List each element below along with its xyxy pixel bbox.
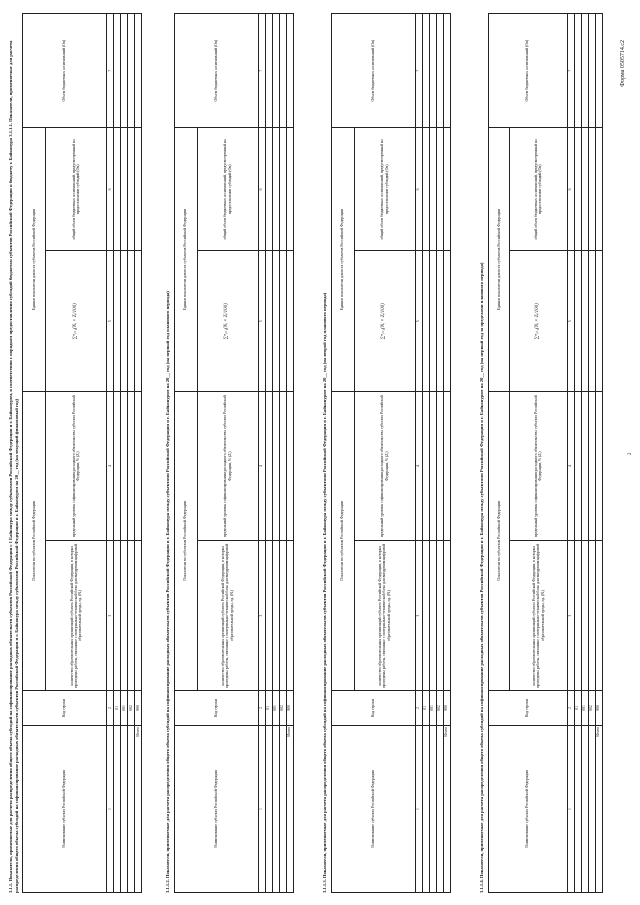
table-cell [581,726,588,893]
table-cell [422,251,429,392]
column-number: 3 [258,541,265,690]
section-heading: 3.1.1.3. Показатели, применяемые для расчета распределения общего объема субсидий на софинансирование расходных обязательств субъектов Российской Федерации и г. Байконура между субъектами Российской Федерации и г. Байконуром на 20__ год (на второй год планового периода) [322,292,327,893]
column-number: 3 [567,541,574,690]
table-cell [436,726,443,893]
allocation-table [22,13,142,893]
header-unit: Единые показатели для всех субъектов Российской Федерации [174,128,197,392]
row-code: 900 [595,690,602,725]
table-cell [121,541,128,690]
table-cell [265,251,272,392]
column-number: 6 [415,128,422,251]
section-heading: 3.1.1. Показатели, применяемые для расчета распределения общего объема субсидий на софинансирование расходных обязательств субъектов Российской Федерации с 1 Байконура между субъектами Российской Федерации и г. Байконуром, в соответствии с порядком предоставления субсидий бюджетам субъектов Российской Федерации и бюджету г. Байконура 3.1.1.1. Показатели, применяемые для расчета распределения общего объема субсидий на софинансирование расходных обязательств субъектов Российской Федерации и г. Байконура между субъектами Российской Федерации и г. Байконуром на 20__ год (на текущий финансовый год) [8,40,19,893]
row-code: 001 [272,690,279,725]
table-cell [121,14,128,128]
row-code: 01 [265,690,272,725]
table-cell [574,392,581,541]
allocation-table [488,13,603,893]
column-number: 4 [107,392,114,541]
column-number: 7 [107,14,114,128]
row-code: 900 [443,690,450,725]
column-number: 5 [107,251,114,392]
table-cell [588,541,595,690]
table-cell [581,14,588,128]
table-cell [422,541,429,690]
column-number: 7 [258,14,265,128]
row-code: 900 [286,690,293,725]
table-cell [128,392,135,541]
column-number: 2 [107,690,114,725]
table-cell [436,128,443,251]
row-code: 001 [429,690,436,725]
header-formula: ∑ⁿᵢ₌₁(Nᵢ × Zᵢ/100) [197,251,258,392]
header-col-c: общий объем бюджетных ассигнований, предусмотренный на предоставление субсидий (Ou) [354,128,415,251]
table-cell [114,541,121,690]
table-cell [429,251,436,392]
row-code: 001 [121,690,128,725]
table-cell [114,14,121,128]
page-number: 2 [628,452,633,455]
table-cell [588,726,595,893]
table-cell [286,14,293,128]
table-cell [595,128,602,251]
row-code: 01 [574,690,581,725]
header-indicators: Показатели по субъектам Российской Федерации [488,392,510,691]
table-cell [581,128,588,251]
table-cell [595,251,602,392]
allocation-table [331,13,451,893]
table-cell [588,14,595,128]
table-cell [286,128,293,251]
table-cell [121,726,128,893]
header-unit: Единые показатели для всех субъектов Российской Федерации [23,128,46,392]
table-cell [121,128,128,251]
column-number: 5 [415,251,422,392]
table-cell [581,392,588,541]
header-col-a: количество образовательных организаций субъекта Российской Федерации, в которых проведены работы, связанные с материально-технической базы для внедрения цифровой образовательной среды, ед. (Nᵢ) [46,541,107,690]
header-name: Наименование субъекта Российской Федерации [23,726,107,893]
row-code: 002 [279,690,286,725]
header-name: Наименование субъекта Российской Федерации [174,726,258,893]
table-cell [272,392,279,541]
allocation-table [174,13,294,893]
table-cell [135,541,142,690]
table-cell [128,541,135,690]
table-cell [128,14,135,128]
table-cell [272,726,279,893]
column-number: 1 [107,726,114,893]
table-cell [595,541,602,690]
table-cell [114,251,121,392]
column-number: 1 [258,726,265,893]
table-cell [279,726,286,893]
header-col-c: общий объем бюджетных ассигнований, предусмотренный на предоставление субсидий (Ou) [197,128,258,251]
header-col-c: общий объем бюджетных ассигнований, предусмотренный на предоставление субсидий (Ou) [46,128,107,251]
table-cell [429,541,436,690]
header-col-b: предельный уровень софинансирования расходного обязательства субъекта Российской Федерации, % (Zᵢ) [354,392,415,541]
header-code: Код строки [331,690,415,725]
table-cell [114,726,121,893]
table-cell [595,14,602,128]
header-col-c: общий объем бюджетных ассигнований, предусмотренный на предоставление субсидий (Ou) [510,128,567,251]
header-code: Код строки [488,690,567,725]
table-cell [429,392,436,541]
table-cell [574,251,581,392]
header-name: Наименование субъекта Российской Федерации [488,726,567,893]
column-number: 2 [567,690,574,725]
column-number: 3 [107,541,114,690]
section-heading: 3.1.1.4. Показатели, применяемые для расчета распределения общего объема субсидий на софинансирование расходных обязательств субъектов Российской Федерации и г. Байконура между субъектами Российской Федерации и г. Байконуром на 20__ год (на первый год за пределами планового периода) [479,262,484,893]
table-cell [422,14,429,128]
row-code: 900 [135,690,142,725]
header-result: Объем бюджетных ассигнований (Ou) [488,14,567,128]
header-col-b: предельный уровень софинансирования расходного обязательства субъекта Российской Федерации, % (Zᵢ) [46,392,107,541]
column-number: 7 [567,14,574,128]
table-cell [265,726,272,893]
table-cell [443,128,450,251]
table-cell [436,541,443,690]
row-code: 002 [588,690,595,725]
header-col-b: предельный уровень софинансирования расходного обязательства субъекта Российской Федерации, % (Zᵢ) [197,392,258,541]
table-cell [286,251,293,392]
table-cell [581,251,588,392]
table-cell [581,541,588,690]
table-cell [279,128,286,251]
header-result: Объем бюджетных ассигнований (Ou) [331,14,415,128]
table-cell [286,541,293,690]
table-cell [574,14,581,128]
table-cell [135,128,142,251]
header-unit: Единые показатели для всех субъектов Российской Федерации [331,128,354,392]
table-cell [135,392,142,541]
table-cell [422,726,429,893]
table-cell [135,14,142,128]
header-col-a: количество образовательных организаций субъекта Российской Федерации, в которых проведены работы, связанные с материально-технической базы для внедрения цифровой образовательной среды, ед. (Nᵢ) [197,541,258,690]
table-cell [272,128,279,251]
total-label: Итого [135,726,142,893]
table-cell [422,128,429,251]
header-formula: ∑ⁿᵢ₌₁(Nᵢ × Zᵢ/100) [510,251,567,392]
table-cell [279,14,286,128]
table-cell [279,251,286,392]
column-number: 5 [567,251,574,392]
total-label: Итого [286,726,293,893]
total-label: Итого [443,726,450,893]
table-cell [443,14,450,128]
column-number: 1 [567,726,574,893]
table-section [165,13,294,893]
table-cell [265,14,272,128]
column-number: 1 [415,726,422,893]
table-cell [279,392,286,541]
table-cell [272,14,279,128]
table-cell [443,251,450,392]
table-cell [436,251,443,392]
table-cell [114,128,121,251]
table-cell [429,726,436,893]
table-cell [574,726,581,893]
header-formula: ∑ⁿᵢ₌₁(Nᵢ × Zᵢ/100) [354,251,415,392]
table-cell [286,392,293,541]
header-indicators: Показатели по субъектам Российской Федерации [174,392,197,691]
table-cell [443,541,450,690]
row-code: 01 [114,690,121,725]
table-cell [429,14,436,128]
table-cell [588,251,595,392]
column-number: 2 [258,690,265,725]
table-cell [429,128,436,251]
table-cell [588,392,595,541]
header-formula: ∑ⁿᵢ₌₁(Nᵢ × Zᵢ/100) [46,251,107,392]
table-cell [121,251,128,392]
table-cell [574,128,581,251]
total-label: Итого [595,726,602,893]
table-cell [265,392,272,541]
column-number: 4 [567,392,574,541]
header-name: Наименование субъекта Российской Федерации [331,726,415,893]
table-cell [272,251,279,392]
section-heading: 3.1.1.2. Показатели, применяемые для расчета распределения общего объема субсидий на софинансирование расходных обязательств субъектов Российской Федерации и г. Байконура между субъектами Российской Федерации и г. Байконуром на 20__ год (на первый год планового периода) [165,291,170,893]
row-code: 01 [422,690,429,725]
table-cell [279,541,286,690]
row-code: 001 [581,690,588,725]
table-cell [272,541,279,690]
table-cell [422,392,429,541]
table-cell [436,14,443,128]
column-number: 6 [258,128,265,251]
column-number: 2 [415,690,422,725]
form-label: Форма 0505714.с2 [620,40,626,87]
header-result: Объем бюджетных ассигнований (Ou) [23,14,107,128]
column-number: 3 [415,541,422,690]
table-cell [121,392,128,541]
column-number: 4 [415,392,422,541]
column-number: 6 [567,128,574,251]
header-indicators: Показатели по субъектам Российской Федерации [331,392,354,691]
table-cell [574,541,581,690]
table-cell [114,392,121,541]
header-col-a: количество образовательных организаций субъекта Российской Федерации, в которых проведены работы, связанные с материально-технической базы для внедрения цифровой образовательной среды, ед. (Nᵢ) [510,541,567,690]
table-cell [128,251,135,392]
header-indicators: Показатели по субъектам Российской Федерации [23,392,46,691]
column-number: 5 [258,251,265,392]
header-col-a: количество образовательных организаций субъекта Российской Федерации, в которых проведены работы, связанные с материально-технической базы для внедрения цифровой образовательной среды, ед. (Nᵢ) [354,541,415,690]
table-cell [588,128,595,251]
row-code: 002 [436,690,443,725]
header-col-b: предельный уровень софинансирования расходного обязательства субъекта Российской Федерации, % (Zᵢ) [510,392,567,541]
table-cell [128,726,135,893]
header-code: Код строки [23,690,107,725]
table-cell [135,251,142,392]
table-section [479,13,603,893]
column-number: 6 [107,128,114,251]
table-cell [265,541,272,690]
row-code: 002 [128,690,135,725]
table-section [322,13,451,893]
table-cell [436,392,443,541]
table-section [8,13,142,893]
table-cell [443,392,450,541]
table-cell [265,128,272,251]
column-number: 7 [415,14,422,128]
header-result: Объем бюджетных ассигнований (Ou) [174,14,258,128]
table-cell [595,392,602,541]
column-number: 4 [258,392,265,541]
header-code: Код строки [174,690,258,725]
table-cell [128,128,135,251]
header-unit: Единые показатели для всех субъектов Российской Федерации [488,128,510,392]
